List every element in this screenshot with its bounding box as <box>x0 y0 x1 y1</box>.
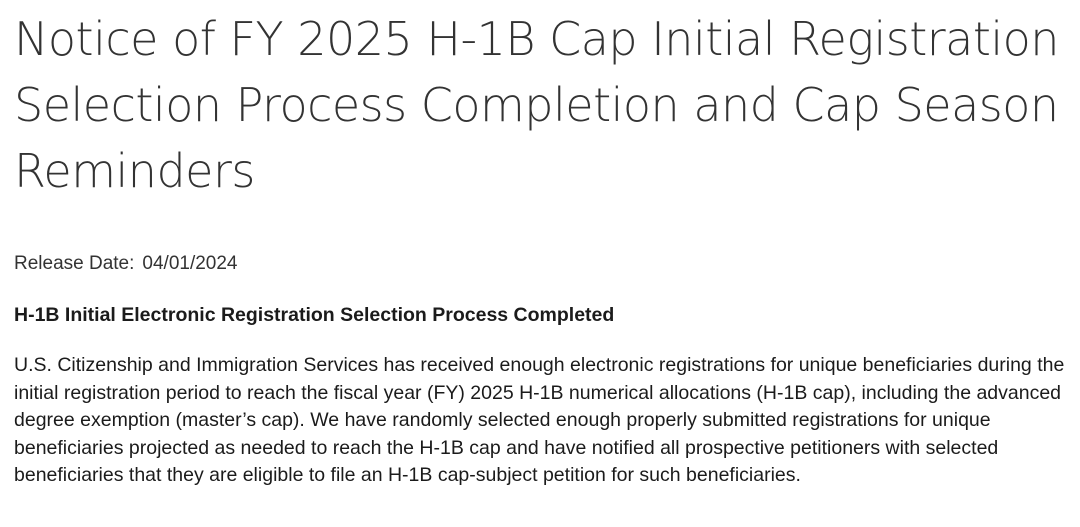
release-date-line <box>14 251 238 277</box>
release-date-value: 04/01/2024 <box>142 253 238 274</box>
page-title: Notice of FY 2025 H-1B Cap Initial Registration Selection Process Completion and Cap Season Reminders <box>14 12 1059 198</box>
section-heading: H-1B Initial Electronic Registration Selection Process Completed <box>14 304 615 326</box>
article-content <box>14 0 1074 487</box>
release-date-label: Release Date: <box>14 253 135 274</box>
body-paragraph: U.S. Citizenship and Immigration Services has received enough electronic registrations for unique beneficiaries during the initial registration period to reach the fiscal year (FY) 2025 H-1B numerical allocations (H-1B cap), including the advanced degree exemption (master’s cap). We have randomly selected enough properly submitted registrations for unique beneficiaries projected as needed to reach the H-1B cap and have notified all prospective petitioners with selected beneficiaries that they are eligible to file an H-1B cap-subject petition for such beneficiaries. <box>14 354 1065 487</box>
